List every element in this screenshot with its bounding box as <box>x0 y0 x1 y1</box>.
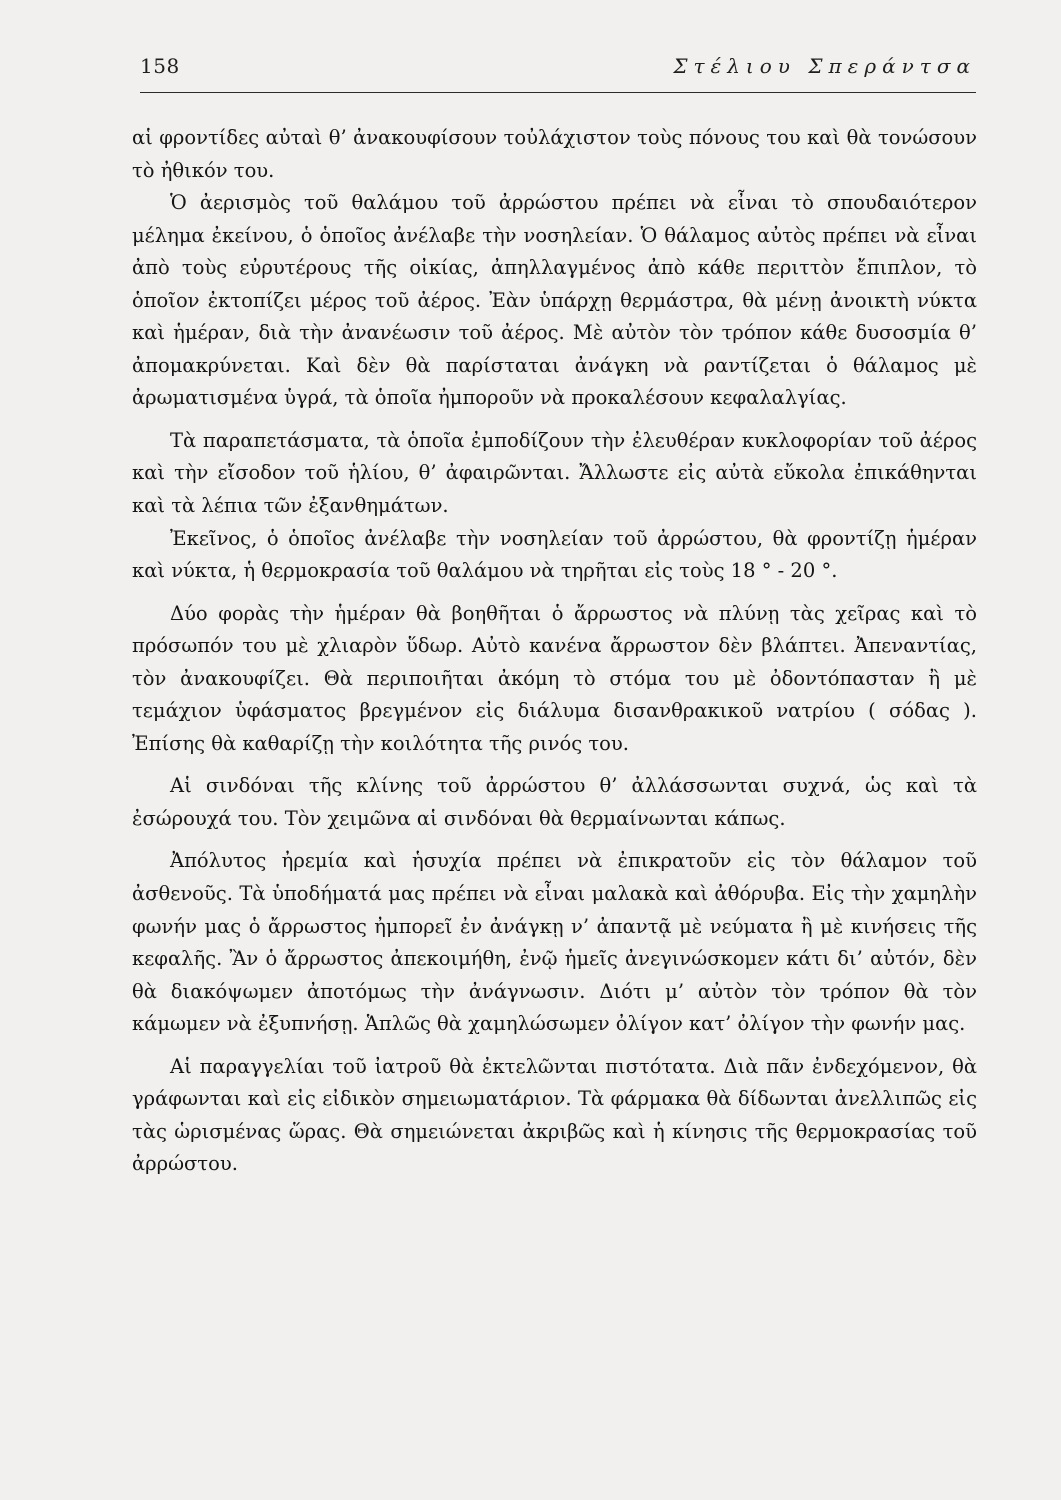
page-number: 158 <box>140 54 180 78</box>
page-header <box>140 54 976 84</box>
header-rule <box>140 92 976 93</box>
paragraph-3: Τὰ παραπετάσματα, τὰ ὁποῖα ἐμποδίζουν τὴν ἐλευθέραν κυκλοφορίαν τοῦ ἀέρος καὶ τὴν εἴσοδον τοῦ ἡλίου, θ’ ἀφαιρῶνται. Ἄλλωστε εἰς αὐτὰ εὔκολα ἐπικάθηνται καὶ τὰ λέπια τῶν ἐξανθημάτων. <box>132 428 977 518</box>
running-head: Στέλιου Σπεράντσα <box>673 54 976 78</box>
paragraph-2: Ὁ ἀερισμὸς τοῦ θαλάμου τοῦ ἀρρώστου πρέπει νὰ εἶναι τὸ σπουδαιότερον μέλημα ἐκείνου, ὁ ὁποῖος ἀνέλαβε τὴν νοσηλείαν. Ὁ θάλαμος αὐτὸς πρέπει νὰ εἶναι ἀπὸ τοὺς εὐρυτέρους τῆς οἰκίας, ἀπηλλαγμένος ἀπὸ κάθε περιττὸν ἔπιπλον, τὸ ὁποῖον ἐκτοπίζει μέρος τοῦ ἀέρος. Ἐὰν ὑπάρχῃ θερμάστρα, θὰ μένῃ ἀνοικτὴ νύκτα καὶ ἡμέραν, διὰ τὴν ἀνανέωσιν τοῦ ἀέρος. Μὲ αὐτὸν τὸν τρόπον κάθε δυσοσμία θ’ ἀπομακρύνεται. Καὶ δὲν θὰ παρίσταται ἀνάγκη νὰ ραντίζεται ὁ θάλαμος μὲ ἀρωματισμένα ὑγρά, τὰ ὁποῖα ἠμποροῦν νὰ προκαλέσουν κεφαλαλγίας. <box>132 191 977 410</box>
paragraph-5: Δύο φορὰς τὴν ἡμέραν θὰ βοηθῆται ὁ ἄρρωστος νὰ πλύνῃ τὰς χεῖρας καὶ τὸ πρόσωπόν του μὲ χλιαρὸν ὕδωρ. Αὐτὸ κανένα ἄρρωστον δὲν βλάπτει. Ἀπεναντίας, τὸν ἀνακουφίζει. Θὰ περιποιῆται ἀκόμη τὸ στόμα του μὲ ὀδοντόπασταν ἢ μὲ τεμάχιον ὑφάσματος βρεγμένον εἰς διάλυμα δισανθρακικοῦ νατρίου ( σόδας ). Ἐπίσης θὰ καθαρίζῃ τὴν κοιλότητα τῆς ρινός του. <box>132 601 977 755</box>
body-text <box>132 122 977 1181</box>
paragraph-1: αἱ φροντίδες αὐταὶ θ’ ἀνακουφίσουν τοὐλάχιστον τοὺς πόνους του καὶ θὰ τονώσουν τὸ ἠθικόν του. <box>132 126 977 182</box>
paragraph-4: Ἐκεῖνος, ὁ ὁποῖος ἀνέλαβε τὴν νοσηλείαν τοῦ ἀρρώστου, θὰ φροντίζῃ ἡμέραν καὶ νύκτα, ἡ θερμοκρασία τοῦ θαλάμου νὰ τηρῆται εἰς τοὺς 18 ° - 20 °. <box>132 526 977 583</box>
paragraph-6: Αἱ σινδόναι τῆς κλίνης τοῦ ἀρρώστου θ’ ἀλλάσσωνται συχνά, ὡς καὶ τὰ ἐσώρουχά του. Τὸν χειμῶνα αἱ σινδόναι θὰ θερμαίνωνται κάπως. <box>132 774 977 830</box>
paragraph-7: Ἀπόλυτος ἠρεμία καὶ ἡσυχία πρέπει νὰ ἐπικρατοῦν εἰς τὸν θάλαμον τοῦ ἀσθενοῦς. Τὰ ὑποδήματά μας πρέπει νὰ εἶναι μαλακὰ καὶ ἀθόρυβα. Εἰς τὴν χαμηλὴν φωνήν μας ὁ ἄρρωστος ἠμπορεῖ ἐν ἀνάγκῃ ν’ ἀπαντᾷ μὲ νεύματα ἢ μὲ κινήσεις τῆς κεφαλῆς. Ἂν ὁ ἄρρωστος ἀπεκοιμήθη, ἐνῷ ἡμεῖς ἀνεγινώσκομεν κάτι δι’ αὐτόν, δὲν θὰ διακόψωμεν ἀποτόμως τὴν ἀνάγνωσιν. Διότι μ’ αὐτὸν τὸν τρόπον θὰ τὸν κάμωμεν νὰ ἐξυπνήσῃ. Ἁπλῶς θὰ χαμηλώσωμεν ὀλίγον κατ’ ὀλίγον τὴν φωνήν μας. <box>132 849 977 1036</box>
paragraph-8: Αἱ παραγγελίαι τοῦ ἰατροῦ θὰ ἐκτελῶνται πιστότατα. Διὰ πᾶν ἐνδεχόμενον, θὰ γράφωνται καὶ εἰς εἰδικὸν σημειωματάριον. Τὰ φάρμακα θὰ δίδωνται ἀνελλιπῶς εἰς τὰς ὡρισμένας ὥρας. Θὰ σημειώνεται ἀκριβῶς καὶ ἡ κίνησις τῆς θερμοκρασίας τοῦ ἀρρώστου. <box>132 1054 977 1176</box>
